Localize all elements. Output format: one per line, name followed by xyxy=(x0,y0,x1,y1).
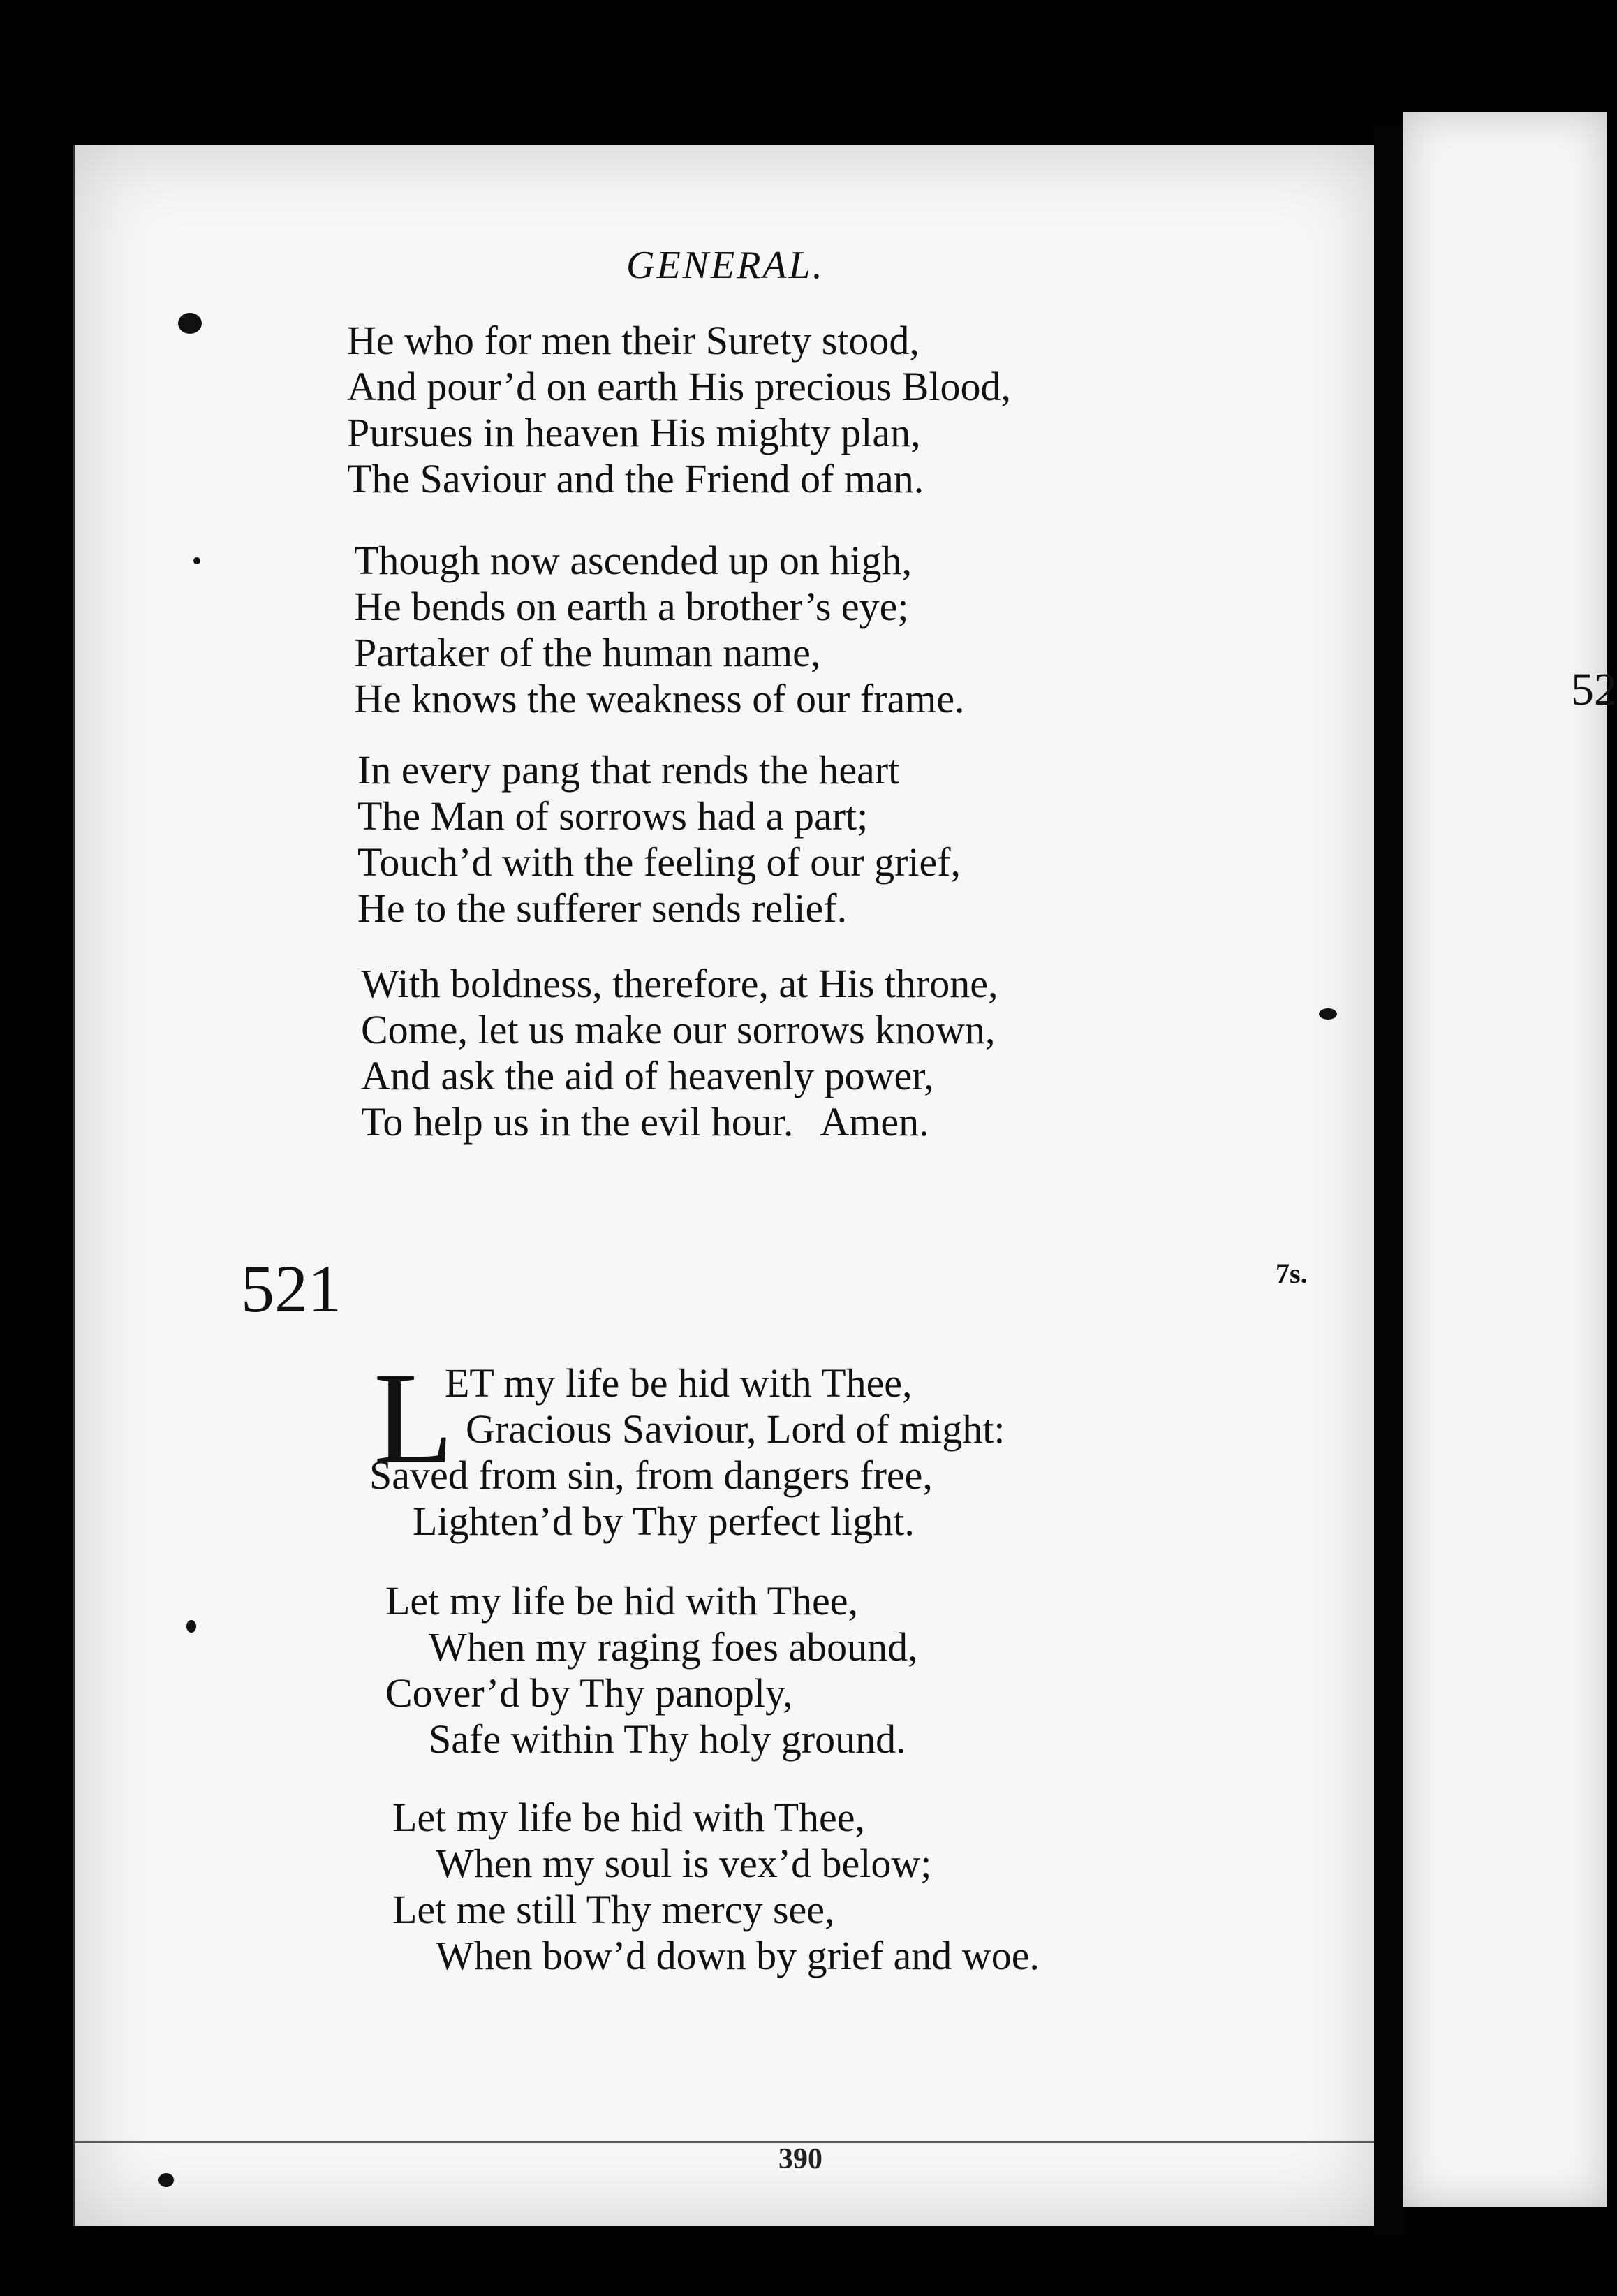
hymn-stanza-1 xyxy=(369,1360,1005,1545)
verse-line: Let my life be hid with Thee, xyxy=(392,1795,866,1840)
ink-speck xyxy=(186,1620,196,1633)
page-number: 390 xyxy=(778,2143,822,2175)
verse-line: Pursues in heaven His mighty plan, xyxy=(347,410,921,455)
verse-line: The Man of sorrows had a part; xyxy=(357,793,869,839)
stanza-1 xyxy=(347,318,1011,502)
verse-line: Though now ascended up on high, xyxy=(354,538,912,583)
ink-blot xyxy=(1319,1008,1337,1020)
ink-speck xyxy=(193,557,200,564)
book-page xyxy=(73,145,1380,2226)
ink-speck xyxy=(158,2173,174,2187)
stanza-3 xyxy=(357,747,961,932)
verse-line: He to the sufferer sends relief. xyxy=(357,885,848,931)
verse-line: Safe within Thy holy ground. xyxy=(429,1716,906,1762)
verse-line: He bends on earth a brother’s eye; xyxy=(354,584,909,629)
verse-line: And ask the aid of heavenly power, xyxy=(361,1053,934,1098)
drop-cap: L xyxy=(374,1345,454,1491)
verse-line: In every pang that rends the heart xyxy=(357,747,900,793)
verse-line: Come, let us make our sorrows known, xyxy=(361,1007,996,1052)
verse-line: Partaker of the human name, xyxy=(354,630,821,675)
verse-line: When bow’d down by grief and woe. xyxy=(436,1933,1040,1978)
verse-line: Let my life be hid with Thee, xyxy=(385,1578,859,1624)
verse-line xyxy=(361,1099,998,1145)
verse-line: ET my life be hid with Thee, xyxy=(445,1360,913,1406)
verse-line: The Saviour and the Friend of man. xyxy=(347,456,924,501)
amen: Amen. xyxy=(820,1099,929,1145)
facing-page-fragment: 52 xyxy=(1571,664,1617,715)
stanza-2 xyxy=(354,538,965,722)
hymn-stanza-3 xyxy=(392,1795,1040,1979)
verse-line: He knows the weakness of our frame. xyxy=(354,676,965,721)
gutter-shadow xyxy=(1374,126,1405,2235)
hymn-meter: 7s. xyxy=(1276,1258,1308,1289)
verse-line: Cover’d by Thy panoply, xyxy=(385,1670,793,1716)
ink-blot xyxy=(178,313,202,334)
verse-line: Touch’d with the feeling of our grief, xyxy=(357,839,961,885)
verse-line: Let me still Thy mercy see, xyxy=(392,1887,835,1932)
verse-line: When my raging foes abound, xyxy=(429,1624,918,1670)
verse-line: Gracious Saviour, Lord of might: xyxy=(466,1406,1005,1452)
verse-line: When my soul is vex’d below; xyxy=(436,1841,932,1886)
verse-line: He who for men their Surety stood, xyxy=(347,318,920,363)
hymn-number: 521 xyxy=(241,1251,341,1326)
facing-page xyxy=(1403,112,1617,2207)
verse-line: Lighten’d by Thy perfect light. xyxy=(413,1499,915,1544)
stanza-4 xyxy=(361,961,998,1145)
hymn-stanza-2 xyxy=(385,1578,918,1763)
running-head: GENERAL. xyxy=(626,244,825,287)
verse-line: Saved from sin, from dangers free, xyxy=(369,1452,933,1498)
page-rule xyxy=(75,2141,1380,2143)
verse-text: To help us in the evil hour. xyxy=(361,1099,794,1145)
verse-line: With boldness, therefore, at His throne, xyxy=(361,961,998,1006)
verse-line: And pour’d on earth His precious Blood, xyxy=(347,364,1011,409)
